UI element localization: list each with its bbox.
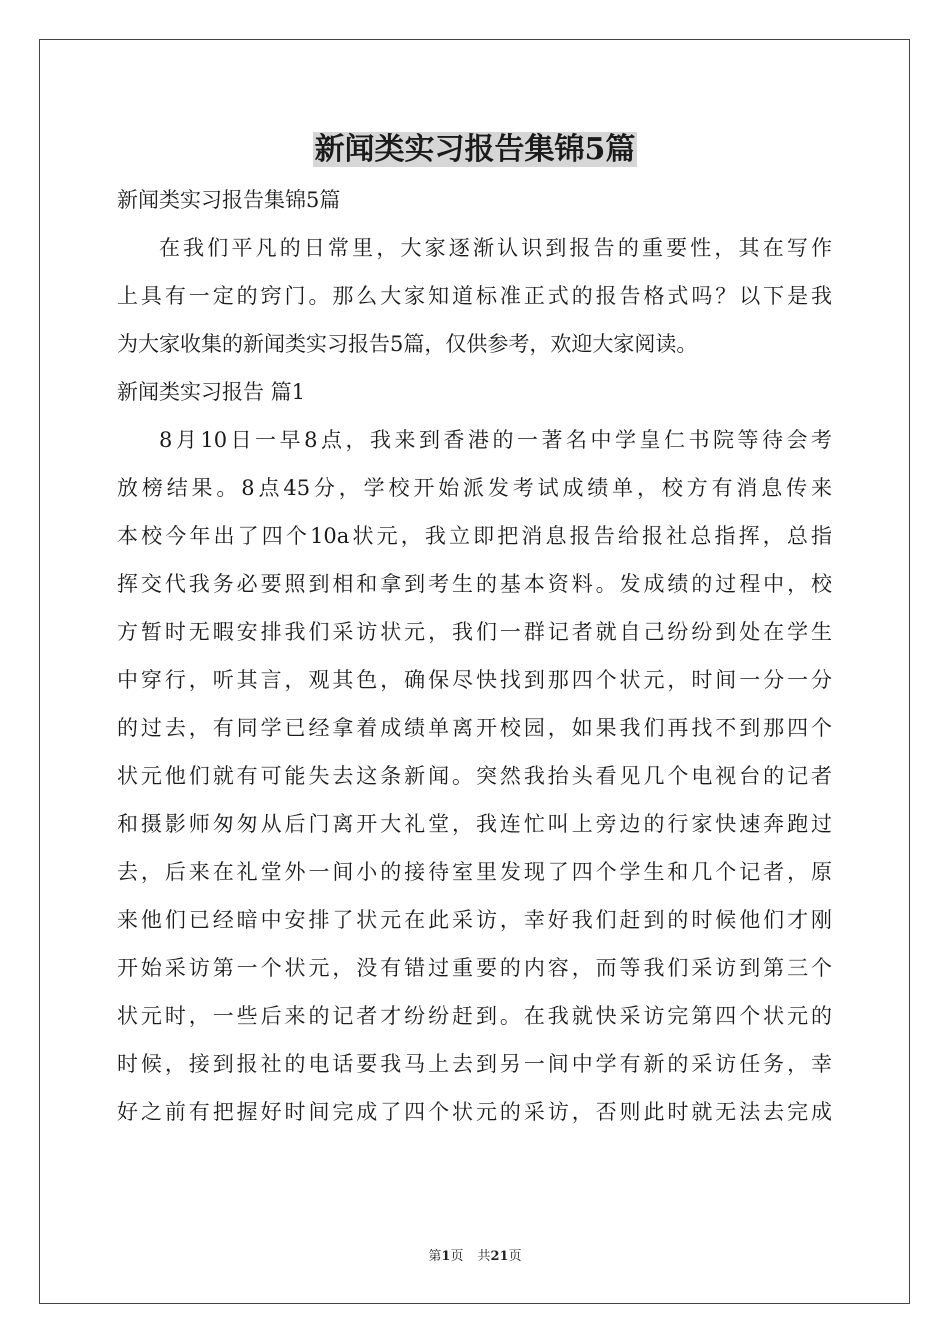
intro-line: 为大家收集的新闻类实习报告5篇，仅供参考，欢迎大家阅读。	[117, 332, 698, 356]
document-body	[117, 176, 832, 1136]
intro-line: 上具有一定的窍门。那么大家知道标准正式的报告格式吗？以下是我	[117, 284, 832, 308]
footer-page-prefix: 第	[428, 1249, 442, 1264]
footer-page-current: 1	[441, 1249, 451, 1264]
body-line: 状元他们就有可能失去这条新闻。突然我抬头看见几个电视台的记者	[117, 764, 832, 788]
body-line: 中穿行，听其言，观其色，确保尽快找到那四个状元，时间一分一分	[117, 668, 832, 692]
page-footer	[0, 1248, 950, 1266]
footer-page-suffix: 页	[450, 1249, 464, 1264]
body-line: 好之前有把握好时间完成了四个状元的采访，否则此时就无法去完成	[117, 1100, 832, 1124]
document-title-text: 新闻类实习报告集锦5篇	[314, 132, 636, 167]
body-line: 状元时，一些后来的记者才纷纷赶到。在我就快采访完第四个状元的	[117, 1004, 832, 1028]
body-line: 去，后来在礼堂外一间小的接待室里发现了四个学生和几个记者，原	[117, 860, 832, 884]
footer-total-prefix: 共	[477, 1249, 491, 1264]
footer-total-suffix: 页	[508, 1249, 522, 1264]
body-line: 本校今年出了四个10a状元，我立即把消息报告给报社总指挥，总指	[117, 524, 832, 548]
body-line: 挥交代我务必要照到相和拿到考生的基本资料。发成绩的过程中，校	[117, 572, 832, 596]
body-line: 和摄影师匆匆从后门离开大礼堂，我连忙叫上旁边的行家快速奔跑过	[117, 812, 832, 836]
body-line: 方暂时无暇安排我们采访状元，我们一群记者就自己纷纷到处在学生	[117, 620, 832, 644]
body-line: 的过去，有同学已经拿着成绩单离开校园，如果我们再找不到那四个	[117, 716, 832, 740]
body-line: 开始采访第一个状元，没有错过重要的内容，而等我们采访到第三个	[117, 956, 832, 980]
body-paragraph	[117, 416, 832, 1136]
section-heading: 新闻类实习报告 篇1	[117, 380, 306, 404]
document-subtitle: 新闻类实习报告集锦5篇	[117, 188, 341, 212]
body-line: 来他们已经暗中安排了状元在此采访，幸好我们赶到的时候他们才刚	[117, 908, 832, 932]
body-line: 时候，接到报社的电话要我马上去到另一间中学有新的采访任务，幸	[117, 1052, 832, 1076]
intro-paragraph	[117, 224, 832, 368]
intro-line: 在我们平凡的日常里，大家逐渐认识到报告的重要性，其在写作	[159, 236, 832, 260]
body-line: 放榜结果。8点45分，学校开始派发考试成绩单，校方有消息传来	[117, 476, 832, 500]
body-line: 8月10日一早8点，我来到香港的一著名中学皇仁书院等待会考	[159, 428, 832, 452]
document-title	[0, 128, 950, 172]
footer-page-total: 21	[490, 1249, 509, 1264]
